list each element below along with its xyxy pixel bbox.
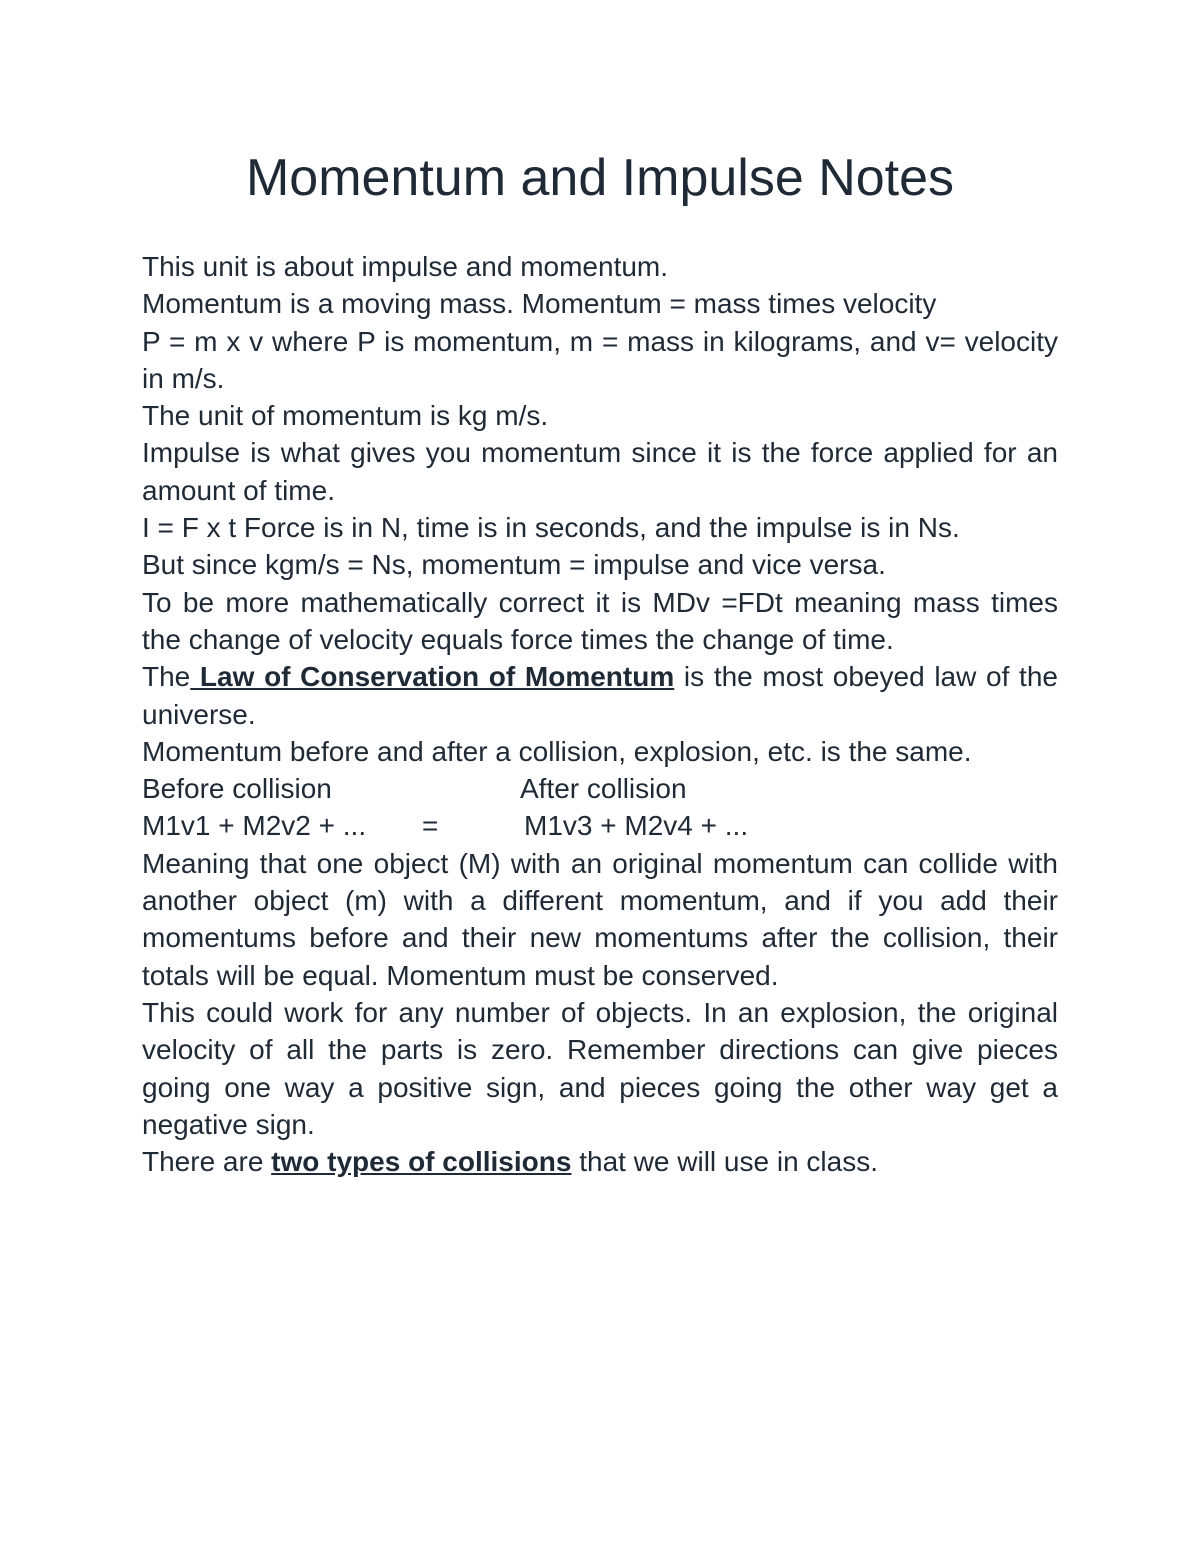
conservation-law-term: Law of Conservation of Momentum <box>190 661 675 693</box>
before-expression: M1v1 + M2v2 + ... <box>142 810 367 842</box>
conservation-suffix: is the most obeyed law of the universe. <box>142 661 1058 730</box>
collision-types-suffix: that we will use in class. <box>571 1146 879 1178</box>
paragraph-explosion: This could work for any number of objects. In an explosion, the original velocity of all the parts is zero. Remember directions can give pieces going one way a positive sign, and pieces going the other way get a negative sign. <box>142 996 1058 1140</box>
paragraph-impulse-definition: Impulse is what gives you momentum since it is the force applied for an amount of time. <box>142 437 1058 506</box>
document-body <box>142 248 1058 1180</box>
collision-labels-row <box>142 770 1058 807</box>
paragraph-math-correct: To be more mathematically correct it is MDv =FDt meaning mass times the change of velocity equals force times the change of time. <box>142 586 1058 655</box>
paragraph-intro: This unit is about impulse and momentum. <box>142 251 669 282</box>
after-collision-label: After collision <box>520 773 687 805</box>
paragraph-conservation-law <box>142 658 1058 733</box>
collision-types-prefix: There are <box>142 1146 272 1178</box>
paragraph-momentum-formula: P = m x v where P is momentum, m = mass in kilograms, and v= velocity in m/s. <box>142 325 1058 394</box>
paragraph-units-equivalence: But since kgm/s = Ns, momentum = impulse and vice versa. <box>142 549 886 581</box>
collision-equation-row <box>142 807 1058 844</box>
after-expression: M1v3 + M2v4 + ... <box>524 810 749 842</box>
before-collision-label: Before collision <box>142 773 332 805</box>
paragraph-before-after: Momentum before and after a collision, explosion, etc. is the same. <box>142 735 972 767</box>
paragraph-collision-types <box>142 1143 1058 1180</box>
conservation-prefix: The <box>142 661 191 693</box>
paragraph-momentum-definition: Momentum is a moving mass. Momentum = mass times velocity <box>142 288 937 320</box>
paragraph-impulse-formula: I = F x t Force is in N, time is in seconds, and the impulse is in Ns. <box>142 512 960 544</box>
equals-sign: = <box>422 810 439 842</box>
paragraph-momentum-unit: The unit of momentum is kg m/s. <box>142 400 549 432</box>
page-title: Momentum and Impulse Notes <box>245 149 955 207</box>
paragraph-meaning: Meaning that one object (M) with an original momentum can collide with another object (m) with a different momentum, and if you add their momentums before and their new momentums after the collision, their totals will be equal. Momentum must be conserved. <box>142 847 1058 991</box>
collision-types-term: two types of collisions <box>271 1146 572 1178</box>
